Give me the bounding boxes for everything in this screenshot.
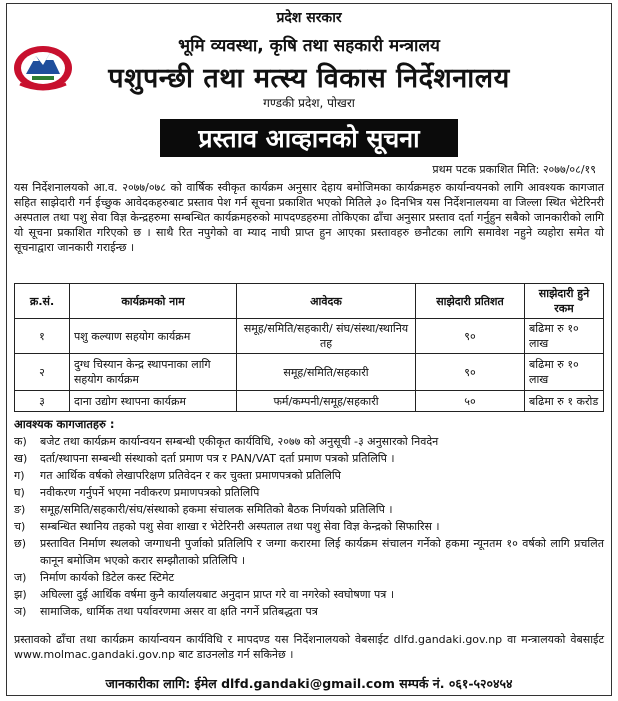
ministry-name: भूमि व्यवस्था, कृषि तथा सहकारी मन्त्रालय [178,36,440,56]
item-label: छ) [14,537,27,550]
item-text: बजेट तथा कार्यक्रम कार्यान्वयन सम्बन्धी एकीकृत कार्यविधि, २०७७ को अनुसूची -३ अनुसारको निवदेन [40,435,439,448]
item-label: झ) [14,588,27,601]
government-label: प्रदेश सरकार [276,10,342,26]
item-label: च) [14,520,26,533]
col-header-applicant: आवेदक [237,284,416,319]
cell-sn: ३ [15,391,70,412]
program-table [14,283,604,412]
cell-program: दाना उद्योग स्थापना कार्यक्रम [70,391,237,412]
footer-note: प्रस्तावको ढाँचा तथा कार्यक्रम कार्यान्वयन कार्यविधि र मापदण्ड यस निर्देशनालयको वेबसाईट dlfd.gandaki.gov.np वा मन्त्रालयको वेबसाईट www.molmac.gandaki.gov.np बाट डाउनलोड गर्न सकिनेछ । [14,633,604,661]
list-item [14,518,604,535]
item-label: ख) [14,452,28,465]
list-item [14,603,604,620]
documents-list [14,433,604,620]
cell-applicant: फर्म/कम्पनी/समूह/सहकारी [237,391,416,412]
col-header-share-percent: साझेदारी प्रतिशत [416,284,525,319]
item-text: अघिल्ला दुई आर्थिक वर्षमा कुनै कार्यालयबाट अनुदान प्राप्त गरे वा नगरेको स्वघोषणा पत्र । [40,588,394,601]
item-text: सम्बन्धित स्थानिय तहको पशु सेवा शाखा र भेटेरिनरी अस्पताल तथा पशु सेवा विज्ञ केन्द्रको सिफारिस । [40,520,440,533]
cell-share-percent: ९० [416,319,525,354]
list-item [14,467,604,484]
list-item [14,586,604,603]
cell-program: दुग्ध चिस्यान केन्द्र स्थापनाका लागि सहयोग कार्यक्रम [70,354,237,391]
cell-share-amount: बढिमा रु १० लाख [525,354,604,391]
item-label: ञ) [14,605,27,618]
office-location: गण्डकी प्रदेश, पोखरा [263,96,355,110]
col-header-program: कार्यक्रमको नाम [70,284,237,319]
documents-heading: आवश्यक कागजातहरु : [14,417,115,431]
table-row [15,354,604,391]
table-header-row [15,284,604,319]
cell-program: पशु कल्याण सहयोग कार्यक्रम [70,319,237,354]
item-label: घ) [14,486,25,499]
list-item [14,433,604,450]
cell-share-percent: ५० [416,391,525,412]
item-text: निर्माण कार्यको डिटेल कस्ट स्टिमेट [40,571,175,584]
item-text: समूह/समिति/सहकारी/संघ/संस्थाको हकमा संचालक समितिको बैठक निर्णयको प्रतिलिपि । [40,503,393,516]
item-text: नवीकरण गर्नुपर्ने भएमा नवीकरण प्रमाणपत्रको प्रतिलिपि [40,486,260,499]
cell-share-amount: बढिमा रु १० लाख [525,319,604,354]
cell-applicant: समूह/समिति/सहकारी/ संघ/संस्था/स्थानिय तह [237,319,416,354]
contact-line: जानकारीका लागि: ईमेल dlfd.gandaki@gmail.com सम्पर्क नं. ०६१-५२०४५४ [105,676,513,691]
item-label: ग) [14,469,25,482]
list-item [14,501,604,518]
notice-title-banner: प्रस्ताव आव्हानको सूचना [160,119,458,157]
item-text: गत आर्थिक वर्षको लेखापरिक्षण प्रतिवेदन र कर चुक्ता प्रमाणपत्रको प्रतिलिपि [40,469,341,482]
item-text: सामाजिक, धार्मिक तथा पर्यावरणमा असर वा क्षति नगर्ने प्रतिबद्धता पत्र [40,605,318,618]
cell-share-percent: ९० [416,354,525,391]
item-text: दर्ता/स्थापना सम्बन्धी संस्थाको दर्ता प्रमाण पत्र र PAN/VAT दर्ता प्रमाण पत्रको प्रतिलिपि । [40,452,395,465]
cell-share-amount: बढिमा रु १ करोड [525,391,604,412]
list-item [14,535,604,569]
item-label: ङ) [14,503,26,516]
item-label: ज) [14,571,27,584]
table-row [15,319,604,354]
intro-paragraph: यस निर्देशनालयको आ.व. २०७७/०७८ को वार्षिक स्वीकृत कार्यक्रम अनुसार देहाय बमोजिमका कार्यक्रमहरु कार्यान्वयनको लागि आवश्यक कागजात सहित साझेदारी गर्न ईच्छुक आवेदकहरुबाट प्रस्ताव पेश गर्न सूचना प्रकाशित भएको मितिले ३० दिनभित्र यस निर्देशनालयमा वा जिल्ला स्थित भेटेरिनरी अस्पताल तथा पशु सेवा विज्ञ केन्द्रहरुमा सम्बन्धित कार्यक्रमहरुको मापदण्डहरुमा तोकिएका ढाँचा अनुसार प्रस्ताव दर्ता गर्नुहुन सबैको जानकारीको लागि यो सूचना प्रकाशित गरिएको छ । साथै रित नपुगेको वा म्याद नाघी प्राप्त हुन आएका प्रस्तावहरु छनौटका लागि समावेश नहुने व्यहोरा समेत यो सूचनाद्वारा जानकारी गराईन्छ । [14,181,604,254]
list-item [14,484,604,501]
col-header-share-amount: साझेदारी हुने रकम [525,284,604,319]
cell-sn: २ [15,354,70,391]
cell-applicant: समूह/समिति/सहकारी [237,354,416,391]
list-item [14,569,604,586]
item-label: क) [14,435,27,448]
directorate-name: पशुपन्छी तथा मत्स्य विकास निर्देशनालय [108,63,510,94]
col-header-sn: क्र.सं. [15,284,70,319]
table-row [15,391,604,412]
cell-sn: १ [15,319,70,354]
list-item [14,450,604,467]
publish-date: प्रथम पटक प्रकाशित मिति: २०७७/०८/१९ [432,163,596,176]
item-text: प्रस्तावित निर्माण स्थलको जग्गाधनी पुर्जाको प्रतिलिपि र जग्गा करारमा लिई कार्यक्रम संचालन गर्नेको हकमा न्यूनतम १० वर्षको लागि प्रचलित कानून बमोजिम भएको करार सम्झौताको प्रतिलिपि । [40,537,604,567]
